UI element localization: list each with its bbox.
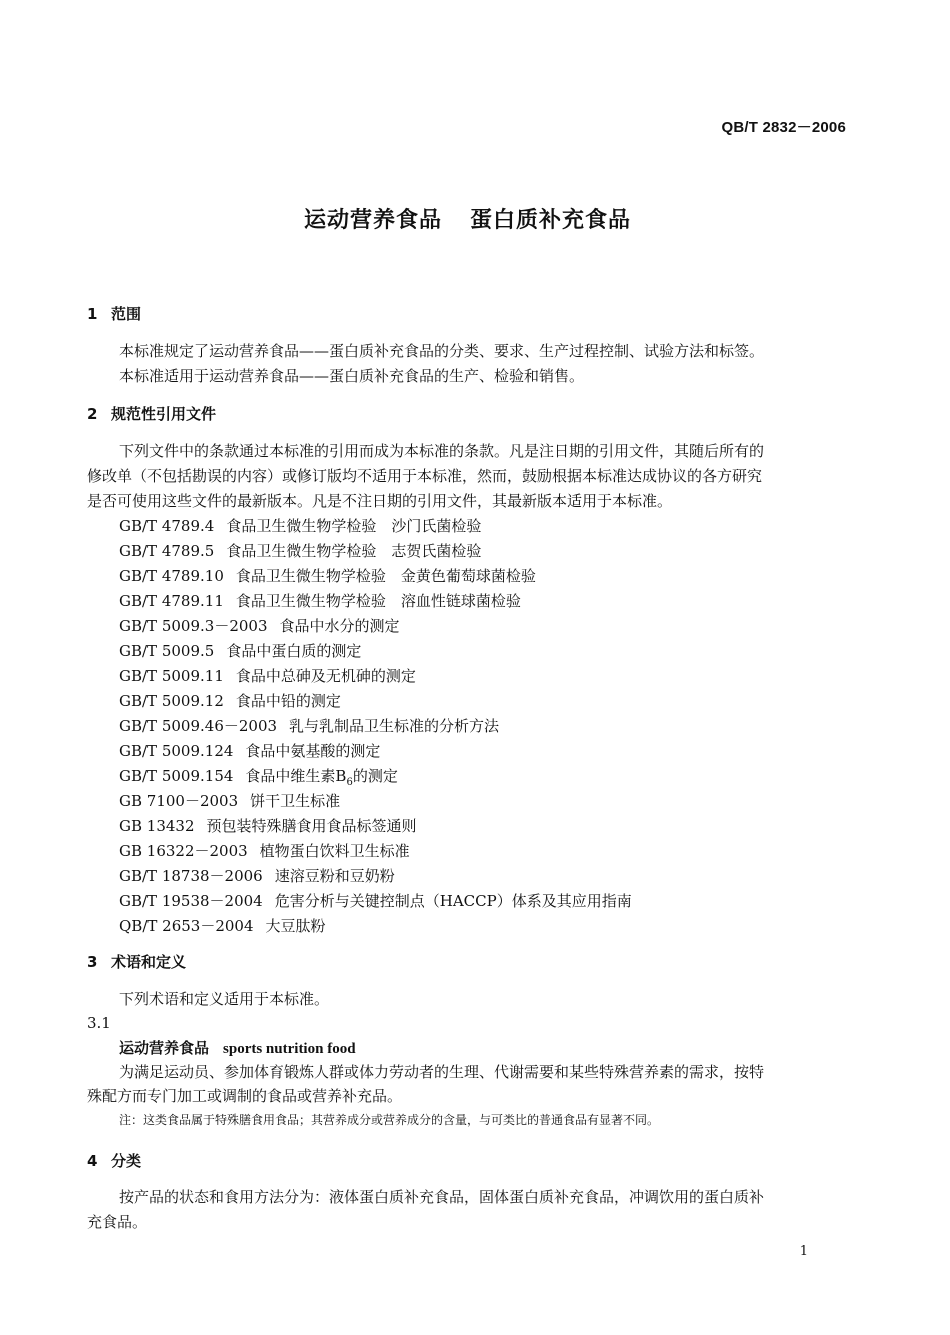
page-number: 1 xyxy=(799,1244,808,1259)
section-3-heading xyxy=(87,951,186,972)
reference-name: 大豆肽粉 xyxy=(265,917,326,935)
subscript: 6 xyxy=(346,777,353,788)
reference-code: GB/T 5009.154 xyxy=(119,767,234,785)
reference-name: 饼干卫生标准 xyxy=(250,792,341,810)
title-part-b: 蛋白质补充食品 xyxy=(470,208,632,233)
reference-name xyxy=(245,767,398,788)
section-4-para-line-1: 按产品的状态和食用方法分为：液体蛋白质补充食品，固体蛋白质补充食品，冲调饮用的蛋白质补 xyxy=(119,1188,765,1206)
reference-name: 食品卫生微生物学检验 沙门氏菌检验 xyxy=(226,517,482,535)
reference-item xyxy=(119,689,341,713)
reference-code: GB/T 19538－2004 xyxy=(119,892,263,910)
reference-name: 乳与乳制品卫生标准的分析方法 xyxy=(289,717,500,735)
reference-code: GB/T 5009.5 xyxy=(119,642,215,660)
section-2-intro-line-1: 下列文件中的条款通过本标准的引用而成为本标准的条款。凡是注日期的引用文件，其随后所有的 xyxy=(119,442,765,460)
reference-item xyxy=(119,864,395,888)
reference-item xyxy=(119,814,417,838)
reference-name: 食品卫生微生物学检验 溶血性链球菌检验 xyxy=(235,592,521,610)
section-1-para-2: 本标准适用于运动营养食品——蛋白质补充食品的生产、检验和销售。 xyxy=(119,367,585,385)
reference-name: 食品中铅的测定 xyxy=(235,692,341,710)
note: 注：这类食品属于特殊膳食用食品；其营养成分或营养成分的含量，与可类比的普通食品有显著不同。 xyxy=(119,1113,660,1127)
section-1-heading xyxy=(87,303,141,324)
section-3-para-1: 下列术语和定义适用于本标准。 xyxy=(119,990,330,1008)
reference-code: GB 13432 xyxy=(119,817,195,835)
reference-item xyxy=(119,889,632,913)
document-title xyxy=(0,203,935,234)
section-title: 术语和定义 xyxy=(111,953,187,971)
reference-item xyxy=(119,839,410,863)
reference-code: GB/T 4789.10 xyxy=(119,567,224,585)
reference-code: QB/T 2653－2004 xyxy=(119,917,254,935)
section-title: 分类 xyxy=(111,1152,142,1170)
reference-item xyxy=(119,614,400,638)
reference-name: 食品卫生微生物学检验 志贺氏菌检验 xyxy=(226,542,482,560)
reference-name: 植物蛋白饮料卫生标准 xyxy=(259,842,410,860)
title-part-a: 运动营养食品 xyxy=(303,208,442,233)
reference-item xyxy=(119,914,326,938)
reference-item xyxy=(119,564,536,588)
reference-name-text: 的测定 xyxy=(352,767,398,785)
reference-item xyxy=(119,589,521,613)
reference-code: GB/T 4789.11 xyxy=(119,592,224,610)
reference-code: GB/T 18738－2006 xyxy=(119,867,263,885)
section-4-heading xyxy=(87,1150,141,1171)
reference-code: GB 7100－2003 xyxy=(119,792,239,810)
reference-item xyxy=(119,664,416,688)
reference-name: 食品中氨基酸的测定 xyxy=(245,742,381,760)
section-number: 2 xyxy=(87,405,98,423)
reference-name: 食品中水分的测定 xyxy=(279,617,400,635)
reference-code: GB/T 4789.4 xyxy=(119,517,215,535)
reference-item xyxy=(119,539,481,563)
reference-item xyxy=(119,714,499,738)
reference-name: 食品中总砷及无机砷的测定 xyxy=(235,667,416,685)
reference-code: GB/T 5009.11 xyxy=(119,667,224,685)
section-4-para-line-2: 充食品。 xyxy=(87,1213,148,1231)
reference-code: GB/T 4789.5 xyxy=(119,542,215,560)
reference-item xyxy=(119,639,361,663)
reference-name-text: 食品中维生素B xyxy=(245,767,347,785)
standard-number: QB/T 2832－2006 xyxy=(721,119,846,136)
section-2-intro-line-3: 是否可使用这些文件的最新版本。凡是不注日期的引用文件，其最新版本适用于本标准。 xyxy=(87,492,673,510)
term-definition-line-2: 殊配方而专门加工或调制的食品或营养补充品。 xyxy=(87,1087,403,1105)
reference-name: 预包装特殊膳食用食品标签通则 xyxy=(206,817,417,835)
section-2-heading xyxy=(87,403,216,424)
term-chinese: 运动营养食品 xyxy=(119,1039,210,1057)
reference-item xyxy=(119,789,340,813)
subsection-number: 3.1 xyxy=(87,1014,111,1032)
section-number: 1 xyxy=(87,305,98,323)
section-number: 3 xyxy=(87,953,98,971)
reference-code: GB/T 5009.46－2003 xyxy=(119,717,278,735)
section-title: 规范性引用文件 xyxy=(111,405,217,423)
term-definition-line-1: 为满足运动员、参加体育锻炼人群或体力劳动者的生理、代谢需要和某些特殊营养素的需求，按特 xyxy=(119,1063,765,1081)
reference-item xyxy=(119,739,380,763)
reference-code: GB/T 5009.3－2003 xyxy=(119,617,268,635)
reference-code: GB/T 5009.12 xyxy=(119,692,224,710)
reference-item xyxy=(119,514,481,538)
section-2-intro-line-2: 修改单（不包括勘误的内容）或修订版均不适用于本标准，然而，鼓励根据本标准达成协议的各方研究 xyxy=(87,467,763,485)
reference-code: GB 16322－2003 xyxy=(119,842,248,860)
section-title: 范围 xyxy=(111,305,142,323)
reference-name: 危害分析与关键控制点（HACCP）体系及其应用指南 xyxy=(274,892,632,910)
reference-name: 速溶豆粉和豆奶粉 xyxy=(274,867,395,885)
reference-name: 食品卫生微生物学检验 金黄色葡萄球菌检验 xyxy=(235,567,536,585)
section-1-para-1: 本标准规定了运动营养食品——蛋白质补充食品的分类、要求、生产过程控制、试验方法和标签。 xyxy=(119,342,765,360)
reference-code: GB/T 5009.124 xyxy=(119,742,234,760)
term-english: sports nutrition food xyxy=(223,1041,356,1057)
section-number: 4 xyxy=(87,1152,98,1170)
term-heading xyxy=(119,1037,356,1058)
reference-name: 食品中蛋白质的测定 xyxy=(226,642,362,660)
